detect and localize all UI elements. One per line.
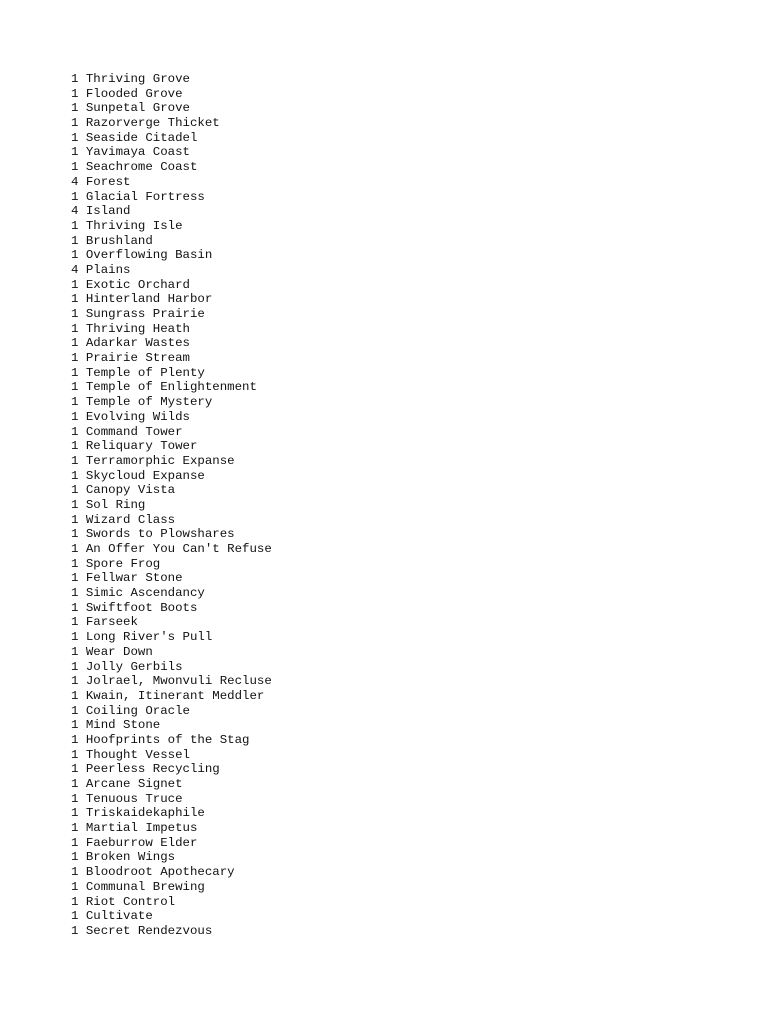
decklist-entry [71, 425, 272, 440]
separator-space [78, 601, 85, 615]
separator-space [78, 806, 85, 820]
decklist-entry [71, 116, 272, 131]
separator-space [78, 557, 85, 571]
separator-space [78, 145, 85, 159]
separator-space [78, 204, 85, 218]
card-quantity: 1 [71, 101, 79, 116]
card-name: Swiftfoot Boots [85, 600, 198, 615]
decklist-entry [71, 586, 272, 601]
card-quantity: 1 [71, 527, 79, 542]
card-quantity: 1 [71, 277, 79, 292]
card-name: Farseek [85, 615, 138, 630]
separator-space [78, 718, 85, 732]
card-quantity: 1 [71, 850, 79, 865]
separator-space [78, 351, 85, 365]
separator-space [78, 542, 85, 556]
card-name: Long River's Pull [85, 630, 213, 645]
card-name: Hoofprints of the Stag [85, 732, 250, 747]
decklist-entry [71, 718, 272, 733]
card-name: Razorverge Thicket [85, 116, 220, 131]
decklist-entry [71, 674, 272, 689]
card-name: Spore Frog [85, 556, 161, 571]
separator-space [78, 674, 85, 688]
card-name: Terramorphic Expanse [85, 453, 235, 468]
separator-space [78, 909, 85, 923]
card-name: Swords to Plowshares [85, 527, 235, 542]
card-quantity: 1 [71, 512, 79, 527]
decklist-entry [71, 880, 272, 895]
card-name: Riot Control [85, 894, 176, 909]
separator-space [78, 439, 85, 453]
card-name: Fellwar Stone [85, 571, 183, 586]
decklist-entry [71, 615, 272, 630]
separator-space [78, 175, 85, 189]
decklist-entry [71, 909, 272, 924]
card-name: Command Tower [85, 424, 183, 439]
card-name: Triskaidekaphile [85, 806, 205, 821]
decklist-entry [71, 748, 272, 763]
card-name: Temple of Plenty [85, 365, 205, 380]
decklist-entry [71, 336, 272, 351]
decklist-entry [71, 248, 272, 263]
separator-space [78, 160, 85, 174]
separator-space [78, 821, 85, 835]
decklist-entry [71, 660, 272, 675]
decklist-entry [71, 351, 272, 366]
card-name: Thriving Isle [85, 218, 183, 233]
decklist-entry [71, 513, 272, 528]
card-quantity: 1 [71, 542, 79, 556]
card-name: Arcane Signet [85, 777, 183, 791]
decklist-entry [71, 366, 272, 381]
separator-space [78, 278, 85, 292]
decklist-entry [71, 145, 272, 160]
separator-space [78, 454, 85, 468]
card-name: Island [85, 204, 131, 219]
decklist-entry [71, 630, 272, 645]
card-name: Faeburrow Elder [85, 835, 198, 850]
decklist-entry [71, 395, 272, 410]
separator-space [78, 850, 85, 864]
card-quantity: 1 [71, 821, 79, 836]
card-name: Hinterland Harbor [85, 292, 213, 307]
card-quantity: 1 [71, 233, 79, 248]
decklist-entry [71, 219, 272, 234]
card-quantity: 1 [71, 630, 79, 645]
card-quantity: 1 [71, 483, 79, 498]
separator-space [78, 72, 85, 86]
decklist-entry [71, 821, 272, 836]
card-quantity: 1 [71, 145, 79, 160]
separator-space [78, 322, 85, 336]
decklist-entry [71, 292, 272, 307]
decklist-entry [71, 469, 272, 484]
separator-space [78, 792, 85, 806]
card-quantity: 1 [71, 116, 79, 131]
decklist-entry [71, 278, 272, 293]
separator-space [78, 87, 85, 101]
card-quantity: 1 [71, 248, 79, 263]
card-name: Jolrael, Mwonvuli Recluse [85, 674, 272, 689]
separator-space [78, 645, 85, 659]
decklist-entry [71, 836, 272, 851]
decklist-entry [71, 410, 272, 425]
separator-space [78, 586, 85, 600]
decklist-entry [71, 234, 272, 249]
card-name: Jolly Gerbils [85, 659, 183, 674]
card-name: Plains [85, 262, 131, 277]
decklist-entry [71, 704, 272, 719]
card-name: Temple of Enlightenment [85, 380, 257, 395]
card-quantity: 1 [71, 571, 79, 586]
card-name: Secret Rendezvous [85, 923, 213, 938]
card-name: Broken Wings [85, 850, 176, 865]
decklist-entry [71, 850, 272, 865]
decklist-entry [71, 483, 272, 498]
separator-space [78, 101, 85, 115]
card-name: Reliquary Tower [85, 439, 198, 454]
separator-space [78, 880, 85, 894]
card-quantity: 1 [71, 806, 79, 821]
card-quantity: 1 [71, 365, 79, 380]
decklist-entry [71, 601, 272, 616]
card-name: Thriving Heath [85, 321, 190, 336]
card-name: Bloodroot Apothecary [85, 865, 235, 880]
card-quantity: 1 [71, 688, 79, 703]
decklist-entry [71, 689, 272, 704]
card-name: Communal Brewing [85, 879, 205, 894]
card-name: Sunpetal Grove [85, 101, 190, 116]
card-quantity: 1 [71, 130, 79, 145]
separator-space [78, 336, 85, 350]
decklist-entry [71, 557, 272, 572]
separator-space [78, 527, 85, 541]
card-name: Yavimaya Coast [85, 145, 190, 160]
card-quantity: 1 [71, 439, 79, 454]
card-name: Brushland [85, 233, 153, 248]
decklist-entry [71, 865, 272, 880]
decklist-entry [71, 131, 272, 146]
separator-space [78, 762, 85, 776]
card-name: An Offer You Can't Refuse [85, 542, 272, 556]
card-quantity: 1 [71, 351, 79, 366]
separator-space [78, 190, 85, 204]
separator-space [78, 410, 85, 424]
card-quantity: 1 [71, 615, 79, 630]
card-name: Cultivate [85, 909, 153, 924]
card-name: Overflowing Basin [85, 248, 213, 263]
separator-space [78, 660, 85, 674]
card-quantity: 1 [71, 659, 79, 674]
card-name: Coiling Oracle [85, 703, 190, 718]
card-quantity: 1 [71, 644, 79, 659]
decklist-entry [71, 175, 272, 190]
decklist-entry [71, 895, 272, 910]
card-name: Wizard Class [85, 512, 176, 527]
separator-space [78, 836, 85, 850]
card-name: Sol Ring [85, 497, 146, 512]
separator-space [78, 380, 85, 394]
separator-space [78, 924, 85, 938]
separator-space [78, 689, 85, 703]
decklist-entry [71, 454, 272, 469]
card-quantity: 1 [71, 321, 79, 336]
card-quantity: 1 [71, 336, 79, 351]
separator-space [78, 469, 85, 483]
decklist-entry [71, 190, 272, 205]
card-name: Skycloud Expanse [85, 468, 205, 483]
card-quantity: 1 [71, 160, 79, 175]
decklist [71, 72, 272, 939]
card-quantity: 1 [71, 292, 79, 307]
card-name: Flooded Grove [85, 86, 183, 101]
card-name: Thought Vessel [85, 747, 190, 762]
card-quantity: 1 [71, 307, 79, 321]
separator-space [78, 865, 85, 879]
decklist-entry [71, 307, 272, 322]
separator-space [78, 292, 85, 306]
decklist-entry [71, 762, 272, 777]
card-quantity: 1 [71, 791, 79, 806]
decklist-entry [71, 263, 272, 278]
card-quantity: 1 [71, 72, 79, 86]
decklist-entry [71, 380, 272, 395]
card-name: Canopy Vista [85, 483, 176, 498]
decklist-entry [71, 571, 272, 586]
card-name: Kwain, Itinerant Meddler [85, 688, 265, 703]
separator-space [78, 615, 85, 629]
card-quantity: 1 [71, 923, 79, 938]
separator-space [78, 895, 85, 909]
decklist-entry [71, 924, 272, 939]
separator-space [78, 307, 85, 321]
separator-space [78, 219, 85, 233]
card-quantity: 1 [71, 497, 79, 512]
card-quantity: 1 [71, 86, 79, 101]
decklist-entry [71, 645, 272, 660]
decklist-entry [71, 160, 272, 175]
separator-space [78, 234, 85, 248]
card-quantity: 1 [71, 703, 79, 718]
separator-space [78, 483, 85, 497]
card-name: Temple of Mystery [85, 395, 213, 410]
card-quantity: 1 [71, 674, 79, 689]
card-name: Tenuous Truce [85, 791, 183, 806]
separator-space [78, 248, 85, 262]
card-quantity: 4 [71, 262, 79, 277]
card-quantity: 1 [71, 468, 79, 483]
card-name: Prairie Stream [85, 351, 190, 366]
card-name: Forest [85, 174, 131, 189]
separator-space [78, 366, 85, 380]
card-quantity: 4 [71, 204, 79, 219]
decklist-entry [71, 204, 272, 219]
decklist-entry [71, 792, 272, 807]
decklist-entry [71, 498, 272, 513]
separator-space [78, 704, 85, 718]
decklist-entry [71, 527, 272, 542]
separator-space [78, 395, 85, 409]
card-quantity: 1 [71, 732, 79, 747]
separator-space [78, 498, 85, 512]
card-quantity: 1 [71, 747, 79, 762]
card-quantity: 1 [71, 879, 79, 894]
separator-space [78, 571, 85, 585]
card-quantity: 1 [71, 409, 79, 424]
separator-space [78, 425, 85, 439]
card-quantity: 4 [71, 174, 79, 189]
card-name: Seachrome Coast [85, 160, 198, 175]
card-quantity: 1 [71, 909, 79, 924]
card-name: Simic Ascendancy [85, 586, 205, 601]
separator-space [78, 513, 85, 527]
decklist-entry [71, 439, 272, 454]
card-quantity: 1 [71, 894, 79, 909]
card-quantity: 1 [71, 218, 79, 233]
card-quantity: 1 [71, 424, 79, 439]
card-name: Wear Down [85, 644, 153, 659]
separator-space [78, 748, 85, 762]
card-name: Glacial Fortress [85, 189, 205, 204]
card-name: Mind Stone [85, 718, 161, 733]
card-name: Seaside Citadel [85, 130, 198, 145]
decklist-entry [71, 777, 272, 792]
decklist-entry [71, 733, 272, 748]
separator-space [78, 131, 85, 145]
card-quantity: 1 [71, 865, 79, 880]
card-quantity: 1 [71, 600, 79, 615]
decklist-entry [71, 806, 272, 821]
separator-space [78, 630, 85, 644]
card-name: Adarkar Wastes [85, 336, 190, 351]
decklist-entry [71, 542, 272, 557]
decklist-entry [71, 87, 272, 102]
card-quantity: 1 [71, 586, 79, 601]
card-quantity: 1 [71, 835, 79, 850]
card-name: Peerless Recycling [85, 762, 220, 777]
card-quantity: 1 [71, 453, 79, 468]
card-quantity: 1 [71, 395, 79, 410]
card-quantity: 1 [71, 189, 79, 204]
card-quantity: 1 [71, 777, 79, 791]
card-quantity: 1 [71, 762, 79, 777]
card-name: Evolving Wilds [85, 409, 190, 424]
separator-space [78, 263, 85, 277]
decklist-entry [71, 72, 272, 87]
card-name: Sungrass Prairie [85, 307, 205, 321]
card-name: Thriving Grove [85, 72, 190, 86]
decklist-entry [71, 322, 272, 337]
card-quantity: 1 [71, 556, 79, 571]
separator-space [78, 777, 85, 791]
separator-space [78, 733, 85, 747]
decklist-entry [71, 101, 272, 116]
card-name: Martial Impetus [85, 821, 198, 836]
separator-space [78, 116, 85, 130]
card-quantity: 1 [71, 380, 79, 395]
card-name: Exotic Orchard [85, 277, 190, 292]
card-quantity: 1 [71, 718, 79, 733]
